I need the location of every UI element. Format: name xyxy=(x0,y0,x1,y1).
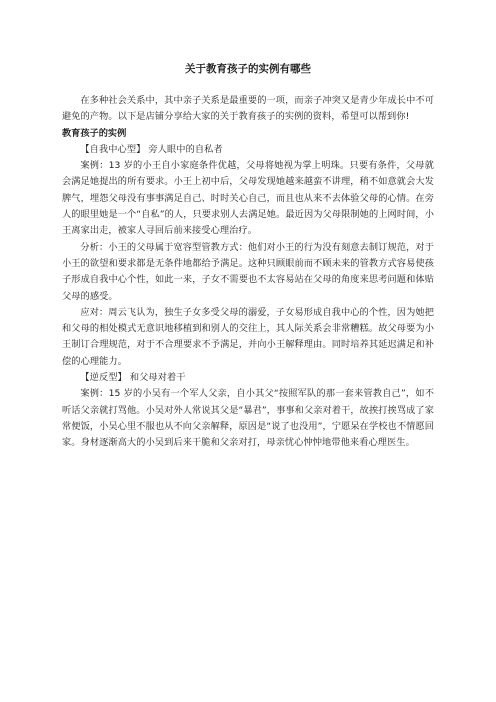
intro-paragraph: 在多种社会关系中，其中亲子关系是最重要的一项，而亲子冲突又是青少年成长中不可避免的产物。以下是店铺分享给大家的关于教育孩子的实例的资料，希望可以帮到你! xyxy=(62,95,434,123)
section-heading: 教育孩子的实例 xyxy=(62,127,127,139)
document-page xyxy=(62,52,434,452)
case1-response-paragraph: 应对：周云飞认为，独生子女多受父母的溺爱，子女易形成自我中心的个性，因为她把和父母的相处模式无意识地移植到和别人的交往上，其人际关系会非常糟糕。故父母要为小王制订合理规范，对于不合理要求不予满足，并向小王解释理由。同时培养其延迟满足和补偿的心理能力。 xyxy=(62,306,434,367)
case1-story-paragraph: 案例：13 岁的小王自小家庭条件优越，父母将她视为掌上明珠。只要有条件，父母就会满足她提出的所有要求。小王上初中后，父母发现她越来越蛮不讲理，稍不如意就会大发脾气，埋怨父母没有事事满足自己、时时关心自己，而且也从来不去体验父母的心情。在旁人的眼里她是一个“自私”的人，只要求别人去满足她。最近因为父母限制她的上网时间，小王离家出走，被家人寻回后前来接受心理治疗。 xyxy=(62,160,434,237)
case2-label: 【逆反型】 和父母对着干 xyxy=(80,372,186,384)
document-title: 关于教育孩子的实例有哪些 xyxy=(185,63,311,75)
case1-label: 【自我中心型】 旁人眼中的自私者 xyxy=(80,143,223,155)
case2-story-paragraph: 案例：15 岁的小吴有一个军人父亲，自小其父“按照军队的那一套来管教自己”，如不听话父亲就打骂他。小吴对外人常说其父是“暴君”，事事和父亲对着干，故挨打挨骂成了家常便饭，小吴心里不服也从不向父亲解释，原因是“说了也没用”，宁愿呆在学校也不情愿回家。身材逐渐高大的小吴到后来干脆和父亲对打，母亲忧心忡忡地带他来看心理医生。 xyxy=(62,388,434,449)
case1-analysis-paragraph: 分析：小王的父母属于宽容型管教方式：他们对小王的行为没有刻意去制订规范，对于小王的欲望和要求都是无条件地都给予满足。这种只顾眼前而不顾未来的管教方式容易使孩子形成自我中心个性，如此一来，子女不需要也不太容易站在父母的角度来思考问题和体贴父母的感受。 xyxy=(62,241,434,302)
